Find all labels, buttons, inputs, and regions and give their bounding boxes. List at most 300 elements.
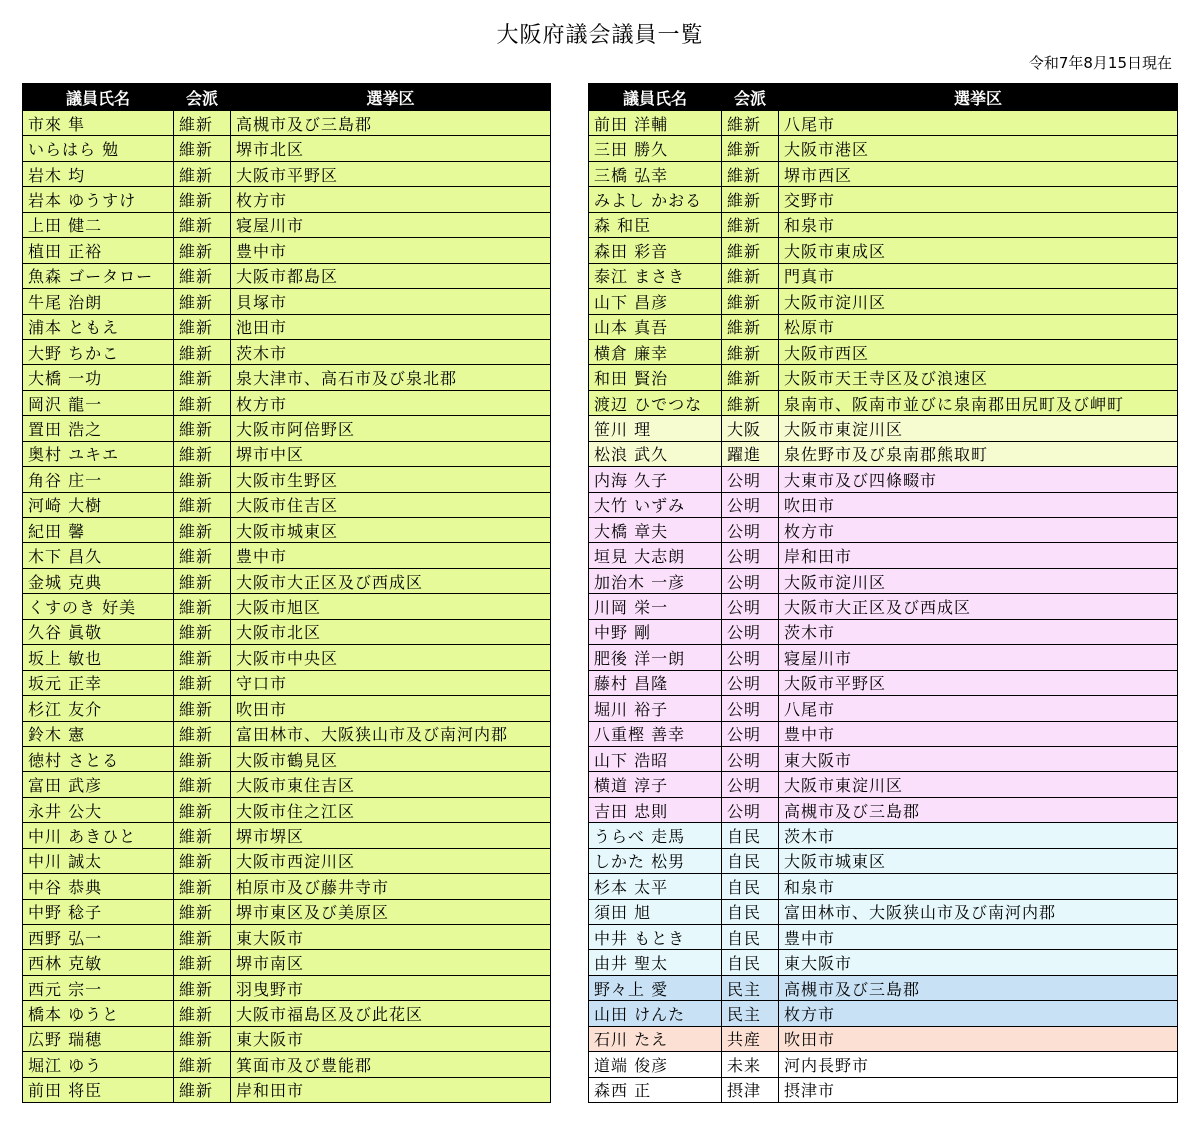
table-row <box>23 619 551 644</box>
header-name: 議員氏名 <box>23 84 174 111</box>
member-name: 三橋 弘幸 <box>589 161 722 186</box>
member-name: しかた 松男 <box>589 848 722 873</box>
member-party: 公明 <box>722 543 779 568</box>
table-row <box>589 187 1178 212</box>
member-name: 杉本 太平 <box>589 874 722 899</box>
member-name: 内海 久子 <box>589 467 722 492</box>
member-district: 大阪市生野区 <box>231 467 551 492</box>
member-party: 大阪 <box>722 416 779 441</box>
member-party: 未来 <box>722 1052 779 1077</box>
member-district: 豊中市 <box>779 925 1178 950</box>
member-party: 維新 <box>174 645 231 670</box>
member-party: 公明 <box>722 467 779 492</box>
table-row <box>23 390 551 415</box>
member-district: 豊中市 <box>231 543 551 568</box>
table-row <box>589 416 1178 441</box>
member-name: 大竹 いずみ <box>589 492 722 517</box>
member-name: 富田 武彦 <box>23 772 174 797</box>
table-row <box>23 670 551 695</box>
table-row <box>23 238 551 263</box>
header-party: 会派 <box>722 84 779 111</box>
member-party: 維新 <box>174 899 231 924</box>
member-district: 茨木市 <box>231 339 551 364</box>
member-name: 西元 宗一 <box>23 975 174 1000</box>
member-party: 維新 <box>722 212 779 237</box>
table-row <box>23 111 551 136</box>
member-party: 維新 <box>174 696 231 721</box>
member-district: 八尾市 <box>779 696 1178 721</box>
table-row <box>23 187 551 212</box>
table-row <box>23 212 551 237</box>
member-name: 野々上 愛 <box>589 975 722 1000</box>
member-party: 維新 <box>174 1026 231 1051</box>
member-party: 公明 <box>722 670 779 695</box>
member-name: 須田 旭 <box>589 899 722 924</box>
member-district: 吹田市 <box>779 492 1178 517</box>
member-district: 大阪市淀川区 <box>779 289 1178 314</box>
member-district: 大阪市東成区 <box>779 238 1178 263</box>
table-header-row <box>23 84 551 111</box>
member-district: 大阪市鶴見区 <box>231 746 551 771</box>
member-party: 維新 <box>722 390 779 415</box>
member-district: 大阪市大正区及び西成区 <box>779 594 1178 619</box>
member-name: 堀江 ゆう <box>23 1052 174 1077</box>
member-party: 維新 <box>174 212 231 237</box>
member-name: 山本 真吾 <box>589 314 722 339</box>
member-name: 西野 弘一 <box>23 925 174 950</box>
member-name: 前田 洋輔 <box>589 111 722 136</box>
member-district: 大阪市中央区 <box>231 645 551 670</box>
member-name: 道端 俊彦 <box>589 1052 722 1077</box>
member-district: 貝塚市 <box>231 289 551 314</box>
member-district: 堺市東区及び美原区 <box>231 899 551 924</box>
member-name: 山下 浩昭 <box>589 746 722 771</box>
member-name: 中野 稔子 <box>23 899 174 924</box>
member-name: 魚森 ゴータロー <box>23 263 174 288</box>
member-district: 枚方市 <box>779 1001 1178 1026</box>
member-party: 共産 <box>722 1026 779 1051</box>
member-name: 鈴木 憲 <box>23 721 174 746</box>
table-row <box>589 670 1178 695</box>
member-district: 東大阪市 <box>231 1026 551 1051</box>
member-party: 公明 <box>722 594 779 619</box>
member-party: 維新 <box>174 848 231 873</box>
member-party: 維新 <box>174 823 231 848</box>
member-district: 富田林市、大阪狭山市及び南河内郡 <box>779 899 1178 924</box>
member-party: 維新 <box>722 161 779 186</box>
member-party: 維新 <box>174 568 231 593</box>
member-district: 泉南市、阪南市並びに泉南郡田尻町及び岬町 <box>779 390 1178 415</box>
member-party: 公明 <box>722 696 779 721</box>
table-row <box>589 467 1178 492</box>
table-row <box>23 492 551 517</box>
table-row <box>23 874 551 899</box>
member-name: 奥村 ユキエ <box>23 441 174 466</box>
member-district: 泉大津市、高石市及び泉北郡 <box>231 365 551 390</box>
member-name: 山下 昌彦 <box>589 289 722 314</box>
member-district: 大阪市東淀川区 <box>779 772 1178 797</box>
table-row <box>589 848 1178 873</box>
member-district: 富田林市、大阪狭山市及び南河内郡 <box>231 721 551 746</box>
table-row <box>589 111 1178 136</box>
member-party: 維新 <box>174 619 231 644</box>
member-name: 渡辺 ひでつな <box>589 390 722 415</box>
member-district: 大阪市城東区 <box>779 848 1178 873</box>
member-name: 河崎 大樹 <box>23 492 174 517</box>
member-district: 高槻市及び三島郡 <box>231 111 551 136</box>
table-row <box>589 339 1178 364</box>
member-party: 維新 <box>174 238 231 263</box>
member-party: 維新 <box>174 797 231 822</box>
member-name: 和田 賢治 <box>589 365 722 390</box>
member-district: 羽曳野市 <box>231 975 551 1000</box>
table-row <box>589 696 1178 721</box>
table-row <box>23 1077 551 1102</box>
table-row <box>23 848 551 873</box>
member-name: 西林 克敏 <box>23 950 174 975</box>
member-party: 公明 <box>722 492 779 517</box>
table-row <box>589 797 1178 822</box>
table-row <box>23 772 551 797</box>
member-party: 民主 <box>722 975 779 1000</box>
member-district: 豊中市 <box>231 238 551 263</box>
table-row <box>589 390 1178 415</box>
header-district: 選挙区 <box>779 84 1178 111</box>
table-row <box>589 543 1178 568</box>
table-row <box>589 645 1178 670</box>
member-district: 枚方市 <box>231 390 551 415</box>
member-district: 堺市北区 <box>231 136 551 161</box>
member-name: 置田 浩之 <box>23 416 174 441</box>
member-party: 維新 <box>174 670 231 695</box>
table-header-row <box>589 84 1178 111</box>
member-district: 大阪市城東区 <box>231 518 551 543</box>
table-row <box>23 518 551 543</box>
member-party: 維新 <box>174 925 231 950</box>
member-district: 大阪市東淀川区 <box>779 416 1178 441</box>
member-name: 吉田 忠則 <box>589 797 722 822</box>
member-party: 維新 <box>174 111 231 136</box>
table-row <box>23 696 551 721</box>
member-party: 自民 <box>722 823 779 848</box>
member-district: 河内長野市 <box>779 1052 1178 1077</box>
table-row <box>589 136 1178 161</box>
member-party: 公明 <box>722 645 779 670</box>
member-district: 大東市及び四條畷市 <box>779 467 1178 492</box>
member-name: 大橋 章夫 <box>589 518 722 543</box>
table-row <box>23 823 551 848</box>
member-district: 枚方市 <box>779 518 1178 543</box>
member-name: 杉江 友介 <box>23 696 174 721</box>
member-party: 維新 <box>174 721 231 746</box>
member-name: 牛尾 治朗 <box>23 289 174 314</box>
table-row <box>23 925 551 950</box>
table-row <box>589 492 1178 517</box>
member-district: 大阪市平野区 <box>231 161 551 186</box>
member-party: 維新 <box>174 975 231 1000</box>
table-row <box>589 594 1178 619</box>
table-row <box>23 899 551 924</box>
member-party: 維新 <box>174 263 231 288</box>
table-row <box>23 594 551 619</box>
member-district: 寝屋川市 <box>779 645 1178 670</box>
member-name: 市來 隼 <box>23 111 174 136</box>
member-name: 泰江 まさき <box>589 263 722 288</box>
table-row <box>589 1052 1178 1077</box>
member-district: 大阪市阿倍野区 <box>231 416 551 441</box>
member-district: 大阪市西淀川区 <box>231 848 551 873</box>
table-row <box>589 314 1178 339</box>
table-row <box>589 518 1178 543</box>
table-row <box>23 721 551 746</box>
member-name: 坂上 敏也 <box>23 645 174 670</box>
member-name: 大野 ちかこ <box>23 339 174 364</box>
member-party: 維新 <box>174 314 231 339</box>
member-party: 自民 <box>722 874 779 899</box>
member-name: 中野 剛 <box>589 619 722 644</box>
member-name: 横倉 廉幸 <box>589 339 722 364</box>
member-district: 大阪市住之江区 <box>231 797 551 822</box>
page-title: 大阪府議会議員一覧 <box>496 23 704 48</box>
member-party: 維新 <box>722 289 779 314</box>
as-of-date: 令和7年8月15日現在 <box>1028 54 1172 72</box>
member-district: 摂津市 <box>779 1077 1178 1102</box>
member-name: 前田 将臣 <box>23 1077 174 1102</box>
table-row <box>589 772 1178 797</box>
member-party: 維新 <box>722 365 779 390</box>
table-row <box>23 441 551 466</box>
member-district: 松原市 <box>779 314 1178 339</box>
member-party: 公明 <box>722 568 779 593</box>
member-name: 中井 もとき <box>589 925 722 950</box>
member-district: 大阪市西区 <box>779 339 1178 364</box>
table-row <box>23 1052 551 1077</box>
table-row <box>23 975 551 1000</box>
table-row <box>589 899 1178 924</box>
table-row <box>23 136 551 161</box>
table-row <box>23 1001 551 1026</box>
table-row <box>589 263 1178 288</box>
member-name: 森田 彩音 <box>589 238 722 263</box>
member-name: 松浪 武久 <box>589 441 722 466</box>
member-district: 堺市南区 <box>231 950 551 975</box>
member-name: 坂元 正幸 <box>23 670 174 695</box>
member-party: 公明 <box>722 619 779 644</box>
member-name: 久谷 眞敬 <box>23 619 174 644</box>
member-table-left <box>22 83 551 1103</box>
member-name: 笹川 理 <box>589 416 722 441</box>
member-district: 大阪市都島区 <box>231 263 551 288</box>
member-district: 岸和田市 <box>231 1077 551 1102</box>
table-row <box>589 950 1178 975</box>
member-district: 堺市中区 <box>231 441 551 466</box>
member-district: 東大阪市 <box>779 950 1178 975</box>
member-name: 堀川 裕子 <box>589 696 722 721</box>
member-name: 八重樫 善幸 <box>589 721 722 746</box>
table-row <box>23 289 551 314</box>
member-district: 吹田市 <box>779 1026 1178 1051</box>
member-name: 浦本 ともえ <box>23 314 174 339</box>
member-name: うらべ 走馬 <box>589 823 722 848</box>
member-name: 肥後 洋一朗 <box>589 645 722 670</box>
member-name: 植田 正裕 <box>23 238 174 263</box>
table-row <box>23 746 551 771</box>
member-party: 公明 <box>722 797 779 822</box>
member-name: 加治木 一彦 <box>589 568 722 593</box>
member-party: 維新 <box>174 543 231 568</box>
table-row <box>23 416 551 441</box>
member-name: いらはら 勉 <box>23 136 174 161</box>
member-district: 枚方市 <box>231 187 551 212</box>
member-district: 柏原市及び藤井寺市 <box>231 874 551 899</box>
member-party: 維新 <box>174 950 231 975</box>
member-party: 維新 <box>174 467 231 492</box>
member-party: 維新 <box>174 1001 231 1026</box>
member-district: 堺市堺区 <box>231 823 551 848</box>
member-party: 躍進 <box>722 441 779 466</box>
member-name: くすのき 好美 <box>23 594 174 619</box>
table-row <box>589 1077 1178 1102</box>
member-party: 民主 <box>722 1001 779 1026</box>
member-name: 中谷 恭典 <box>23 874 174 899</box>
table-row <box>589 161 1178 186</box>
table-row <box>589 925 1178 950</box>
member-party: 維新 <box>174 1052 231 1077</box>
member-party: 維新 <box>722 111 779 136</box>
member-district: 堺市西区 <box>779 161 1178 186</box>
member-district: 箕面市及び豊能郡 <box>231 1052 551 1077</box>
table-row <box>23 645 551 670</box>
member-name: みよし かおる <box>589 187 722 212</box>
table-row <box>589 975 1178 1000</box>
member-name: 川岡 栄一 <box>589 594 722 619</box>
member-party: 維新 <box>174 518 231 543</box>
member-district: 交野市 <box>779 187 1178 212</box>
member-district: 豊中市 <box>779 721 1178 746</box>
table-row <box>23 161 551 186</box>
member-party: 公明 <box>722 721 779 746</box>
member-party: 維新 <box>722 339 779 364</box>
member-party: 自民 <box>722 848 779 873</box>
member-party: 維新 <box>174 1077 231 1102</box>
member-party: 維新 <box>174 187 231 212</box>
member-name: 金城 克典 <box>23 568 174 593</box>
member-party: 自民 <box>722 899 779 924</box>
member-party: 維新 <box>722 136 779 161</box>
member-party: 維新 <box>174 441 231 466</box>
member-district: 茨木市 <box>779 823 1178 848</box>
member-name: 岩本 ゆうすけ <box>23 187 174 212</box>
table-row <box>589 746 1178 771</box>
member-party: 自民 <box>722 950 779 975</box>
member-district: 大阪市住吉区 <box>231 492 551 517</box>
member-district: 和泉市 <box>779 212 1178 237</box>
member-table-right <box>588 83 1178 1103</box>
member-party: 維新 <box>174 492 231 517</box>
member-district: 泉佐野市及び泉南郡熊取町 <box>779 441 1178 466</box>
member-party: 維新 <box>174 136 231 161</box>
table-row <box>23 339 551 364</box>
member-district: 八尾市 <box>779 111 1178 136</box>
table-row <box>23 568 551 593</box>
member-party: 自民 <box>722 925 779 950</box>
member-district: 和泉市 <box>779 874 1178 899</box>
member-name: 紀田 馨 <box>23 518 174 543</box>
member-name: 大橋 一功 <box>23 365 174 390</box>
member-name: 岩木 均 <box>23 161 174 186</box>
member-name: 永井 公大 <box>23 797 174 822</box>
member-party: 維新 <box>174 365 231 390</box>
member-party: 維新 <box>722 263 779 288</box>
table-row <box>23 314 551 339</box>
member-party: 公明 <box>722 518 779 543</box>
member-name: 徳村 さとる <box>23 746 174 771</box>
table-row <box>23 467 551 492</box>
table-row <box>589 1001 1178 1026</box>
member-party: 維新 <box>174 390 231 415</box>
table-row <box>23 543 551 568</box>
member-name: 森 和臣 <box>589 212 722 237</box>
member-party: 維新 <box>174 594 231 619</box>
member-district: 大阪市東住吉区 <box>231 772 551 797</box>
member-name: 石川 たえ <box>589 1026 722 1051</box>
member-district: 吹田市 <box>231 696 551 721</box>
member-name: 橋本 ゆうと <box>23 1001 174 1026</box>
table-row <box>589 874 1178 899</box>
member-party: 公明 <box>722 772 779 797</box>
member-party: 維新 <box>722 238 779 263</box>
member-district: 大阪市大正区及び西成区 <box>231 568 551 593</box>
member-district: 高槻市及び三島郡 <box>779 797 1178 822</box>
member-district: 大阪市平野区 <box>779 670 1178 695</box>
member-name: 中川 誠太 <box>23 848 174 873</box>
member-party: 維新 <box>174 772 231 797</box>
member-name: 三田 勝久 <box>589 136 722 161</box>
member-name: 山田 けんた <box>589 1001 722 1026</box>
member-name: 藤村 昌隆 <box>589 670 722 695</box>
table-row <box>23 263 551 288</box>
member-district: 高槻市及び三島郡 <box>779 975 1178 1000</box>
member-district: 門真市 <box>779 263 1178 288</box>
member-name: 角谷 庄一 <box>23 467 174 492</box>
member-party: 維新 <box>174 161 231 186</box>
table-row <box>23 950 551 975</box>
member-name: 横道 淳子 <box>589 772 722 797</box>
member-party: 維新 <box>174 289 231 314</box>
member-district: 大阪市港区 <box>779 136 1178 161</box>
member-party: 維新 <box>174 874 231 899</box>
member-party: 摂津 <box>722 1077 779 1102</box>
member-name: 岡沢 龍一 <box>23 390 174 415</box>
member-district: 岸和田市 <box>779 543 1178 568</box>
member-name: 森西 正 <box>589 1077 722 1102</box>
table-row <box>23 1026 551 1051</box>
member-party: 公明 <box>722 746 779 771</box>
table-row <box>589 721 1178 746</box>
member-district: 大阪市旭区 <box>231 594 551 619</box>
header-district: 選挙区 <box>231 84 551 111</box>
table-row <box>589 289 1178 314</box>
member-district: 東大阪市 <box>231 925 551 950</box>
member-district: 大阪市淀川区 <box>779 568 1178 593</box>
member-party: 維新 <box>174 746 231 771</box>
member-name: 上田 健二 <box>23 212 174 237</box>
member-district: 茨木市 <box>779 619 1178 644</box>
member-party: 維新 <box>722 187 779 212</box>
table-row <box>589 365 1178 390</box>
table-row <box>589 212 1178 237</box>
table-row <box>589 823 1178 848</box>
